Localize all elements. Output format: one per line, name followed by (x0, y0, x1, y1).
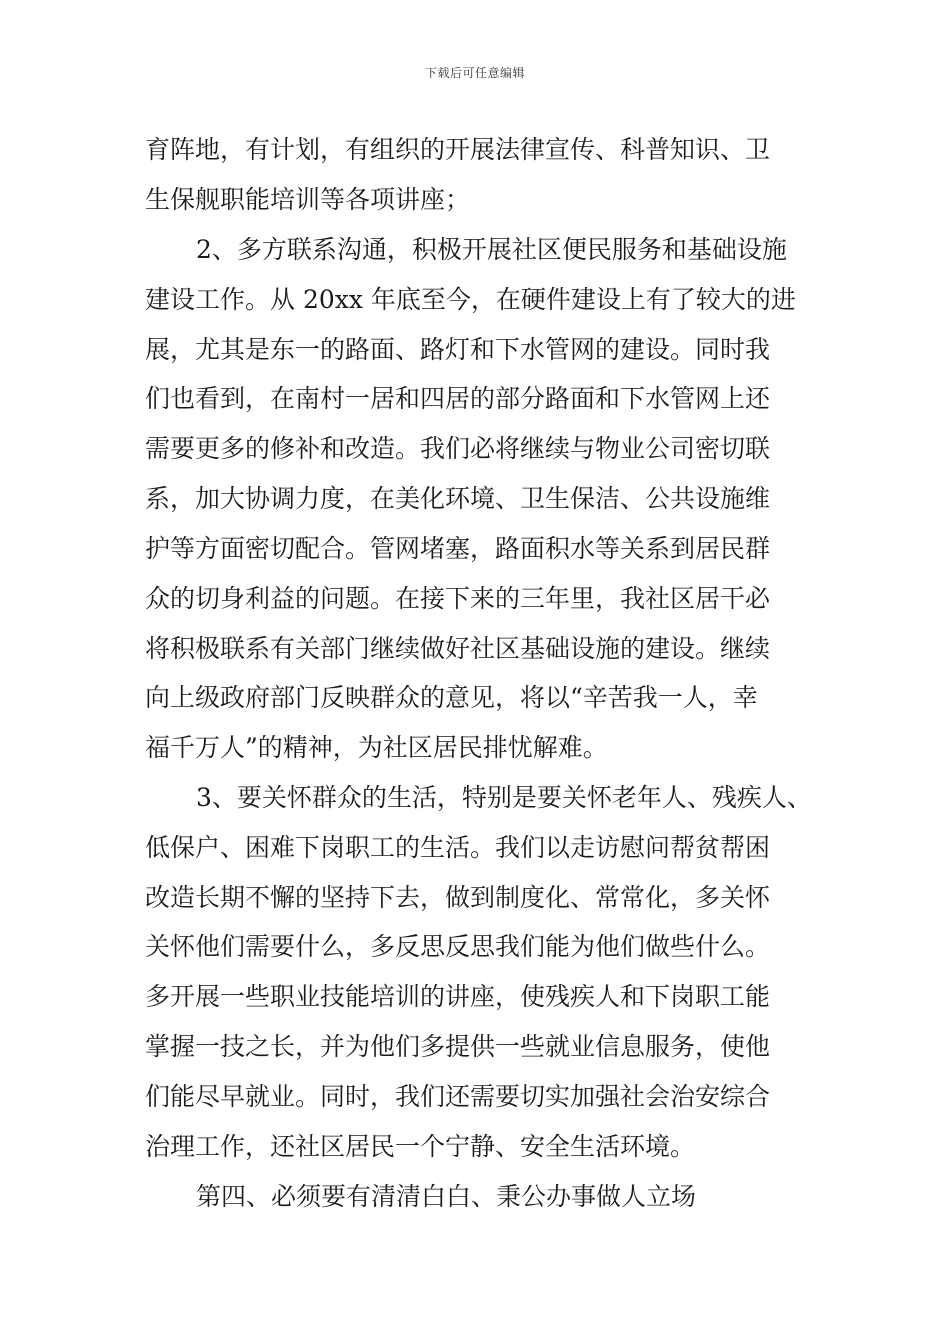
text-line: 多开展一些职业技能培训的讲座，使残疾人和下岗职工能 (145, 982, 771, 1011)
text-line: 治理工作，还社区居民一个宁静、安全生活环境。 (145, 1132, 696, 1161)
text-line: 掌握一技之长，并为他们多提供一些就业信息服务，使他 (145, 1032, 771, 1061)
text-line: 们也看到，在南村一居和四居的部分路面和下水管网上还 (145, 384, 771, 413)
text-line: 第四、必须要有清清白白、秉公办事做人立场 (196, 1182, 697, 1211)
text-line: 建设工作。从 20xx 年底至今，在硬件建设上有了较大的进 (145, 285, 796, 314)
text-line: 改造长期不懈的坚持下去，做到制度化、常常化，多关怀 (145, 883, 771, 912)
text-line: 将积极联系有关部门继续做好社区基础设施的建设。继续 (145, 634, 771, 663)
text-line: 们能尽早就业。同时，我们还需要切实加强社会治安综合 (145, 1082, 771, 1111)
text-line: 护等方面密切配合。管网堵塞，路面积水等关系到居民群 (145, 534, 771, 563)
text-line: 育阵地，有计划，有组织的开展法律宣传、科普知识、卫 (145, 135, 771, 164)
text-line: 低保户、困难下岗职工的生活。我们以走访慰问帮贫帮困 (145, 833, 771, 862)
text-line: 需要更多的修补和改造。我们必将继续与物业公司密切联 (145, 434, 771, 463)
text-line: 展，尤其是东一的路面、路灯和下水管网的建设。同时我 (145, 335, 771, 364)
text-line: 向上级政府部门反映群众的意见，将以“辛苦我一人，幸 (145, 683, 758, 712)
text-line: 生保舰职能培训等各项讲座； (145, 185, 471, 214)
text-line: 众的切身利益的问题。在接下来的三年里，我社区居干必 (145, 584, 771, 613)
text-line: 关怀他们需要什么，多反思反思我们能为他们做些什么。 (145, 932, 771, 961)
page-header: 下载后可任意编辑 (424, 66, 525, 80)
text-line: 福千万人”的精神，为社区居民排忧解难。 (145, 733, 608, 762)
text-line: 3、要关怀群众的生活，特别是要关怀老年人、残疾人、 (196, 783, 812, 812)
text-line: 系，加大协调力度，在美化环境、卫生保洁、公共设施维 (145, 484, 771, 513)
text-line: 2、多方联系沟通，积极开展社区便民服务和基础设施 (196, 235, 787, 264)
